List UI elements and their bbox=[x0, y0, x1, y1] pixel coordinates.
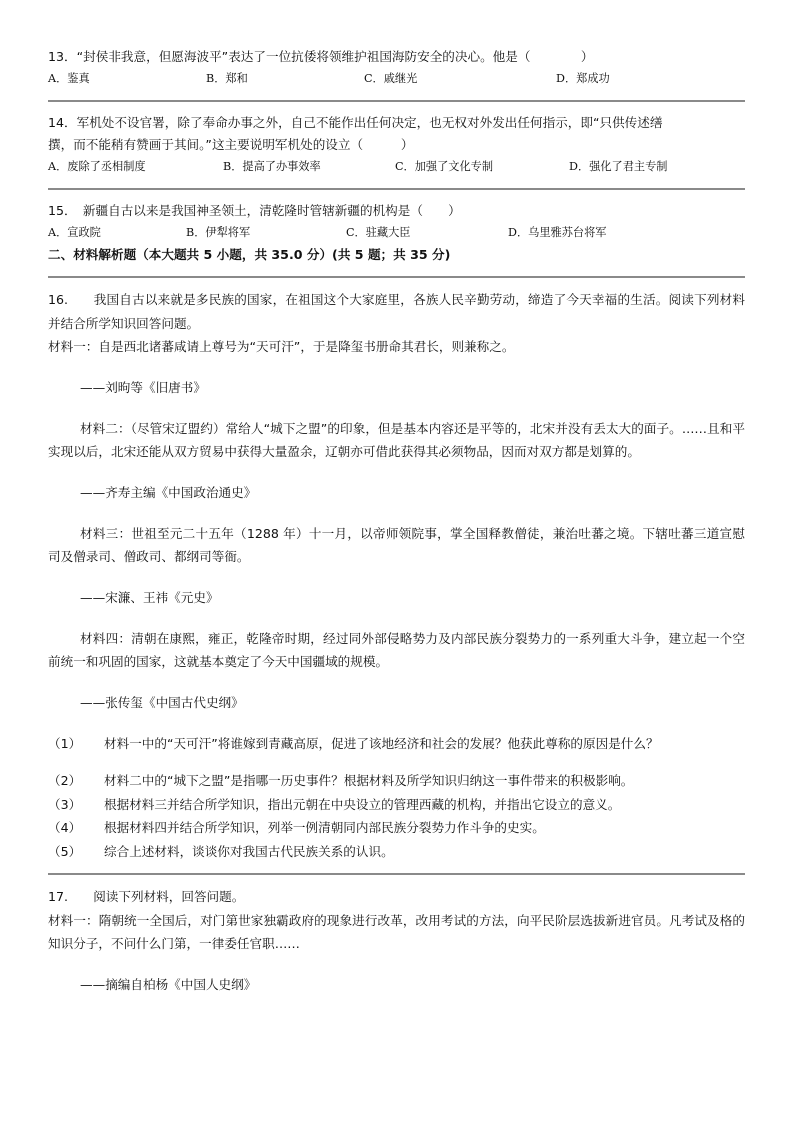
sub-question-2 bbox=[48, 769, 745, 793]
option-b[interactable]: B．郑和 bbox=[206, 72, 248, 85]
question-14-stem-line2: 撰，而不能稍有赞画于其间。”这主要说明军机处的设立（ ） bbox=[48, 137, 414, 152]
divider bbox=[48, 188, 745, 190]
section-title: 二、材料解析题（本大题共 5 小题，共 35.0 分）(共 5 题；共 35 分) bbox=[48, 247, 451, 262]
sub-question-number: （2） bbox=[48, 773, 82, 788]
question-13 bbox=[48, 46, 745, 90]
sub-question-number: （1） bbox=[48, 735, 82, 751]
option-a[interactable]: A．宣政院 bbox=[48, 226, 101, 239]
spacer bbox=[48, 755, 745, 769]
divider bbox=[48, 100, 745, 102]
question-14-stem-line1: 14．军机处不设官署，除了奉命办事之外，自己不能作出任何决定，也无权对外发出任何指示，即“只供传述缮 bbox=[48, 115, 663, 130]
sub-question-text: 综合上述材料，谈谈你对我国古代民族关系的认识。 bbox=[104, 843, 394, 859]
option-c[interactable]: C．加强了文化专制 bbox=[395, 160, 494, 173]
sub-question-3 bbox=[48, 793, 745, 817]
sub-question-text: 根据材料三并结合所学知识，指出元朝在中央设立的管理西藏的机构，并指出它设立的意义。 bbox=[104, 796, 621, 812]
sub-question-1 bbox=[48, 732, 745, 756]
material-1: 材料一：自是西北诸蕃咸请上尊号为“天可汗”，于是降玺书册命其君长，则兼称之。 bbox=[48, 339, 515, 354]
sub-question-text: 根据材料四并结合所学知识，列举一例清朝同内部民族分裂势力作斗争的史实。 bbox=[104, 820, 545, 835]
question-15-options bbox=[48, 222, 745, 244]
question-13-stem: 13．“封侯非我意，但愿海波平”表达了一位抗倭将领维护祖国海防安全的决心。他是（ ） bbox=[48, 49, 594, 64]
material-3: 材料三：世祖至元二十五年（1288 年）十一月，以帝师领院事，掌全国释教僧徒，兼治吐蕃之境。下辖吐蕃三道宣慰司及僧录司、僧政司、都纲司等衙。 bbox=[48, 525, 745, 564]
sub-question-number: （5） bbox=[48, 843, 82, 859]
question-14-options bbox=[48, 156, 745, 178]
sub-question-text: 材料一中的“天可汗”将谁嫁到青藏高原，促进了该地经济和社会的发展？他获此尊称的原因是什么？ bbox=[104, 735, 659, 751]
option-c[interactable]: C．驻藏大臣 bbox=[346, 226, 411, 239]
question-13-options bbox=[48, 68, 745, 90]
sub-question-text: 材料二中的“城下之盟”是指哪一历史事件？根据材料及所学知识归纳这一事件带来的积极影响。 bbox=[104, 773, 634, 788]
material-1-source: ——刘昫等《旧唐书》 bbox=[80, 379, 206, 395]
question-17-intro: 17. 阅读下列材料，回答问题。 bbox=[48, 889, 245, 904]
sub-question-number: （3） bbox=[48, 796, 82, 812]
material-4: 材料四：清朝在康熙，雍正，乾隆帝时期，经过同外部侵略势力及内部民族分裂势力的一系列重大斗争，建立起一个空前统一和巩固的国家，这就基本奠定了今天中国疆域的规模。 bbox=[48, 630, 745, 669]
sub-question-4 bbox=[48, 816, 745, 840]
option-d[interactable]: D．强化了君主专制 bbox=[569, 160, 668, 173]
question-14 bbox=[48, 112, 745, 178]
question-15-stem: 15． 新疆自古以来是我国神圣领土，清乾隆时管辖新疆的机构是（ ） bbox=[48, 203, 461, 218]
question-15 bbox=[48, 200, 745, 244]
option-a[interactable]: A．废除了丞相制度 bbox=[48, 160, 146, 173]
material-1-source: ——摘编自柏杨《中国人史纲》 bbox=[80, 976, 257, 992]
sub-question-5 bbox=[48, 840, 745, 864]
material-4-source: ——张传玺《中国古代史纲》 bbox=[80, 694, 244, 710]
sub-question-number: （4） bbox=[48, 820, 82, 835]
divider bbox=[48, 873, 745, 875]
option-d[interactable]: D．郑成功 bbox=[556, 72, 610, 85]
material-2: 材料二：（尽管宋辽盟约）常给人“城下之盟”的印象，但是基本内容还是平等的，北宋并没有丢太大的面子。……且和平实现以后，北宋还能从双方贸易中获得大量盈余，辽朝亦可借此获得其必须物品，因而对双方都是划算的。 bbox=[48, 420, 745, 459]
question-17 bbox=[48, 885, 745, 996]
exam-page bbox=[48, 46, 745, 1014]
option-c[interactable]: C．戚继光 bbox=[364, 72, 418, 85]
option-b[interactable]: B．提高了办事效率 bbox=[223, 160, 321, 173]
material-3-source: ——宋濂、王祎《元史》 bbox=[80, 589, 219, 605]
option-b[interactable]: B．伊犁将军 bbox=[186, 226, 251, 239]
option-d[interactable]: D．乌里雅苏台将军 bbox=[508, 226, 607, 239]
option-a[interactable]: A．鉴真 bbox=[48, 72, 90, 85]
question-16-intro: 16. 我国自古以来就是多民族的国家，在祖国这个大家庭里，各族人民辛勤劳动，缔造了今天幸福的生活。阅读下列材料并结合所学知识回答问题。 bbox=[48, 292, 745, 331]
divider bbox=[48, 276, 745, 278]
question-16 bbox=[48, 288, 745, 863]
material-2-source: ——齐寿主编《中国政治通史》 bbox=[80, 484, 257, 500]
material-1: 材料一：隋朝统一全国后，对门第世家独霸政府的现象进行改革，改用考试的方法，向平民阶层选拔新进官员。凡考试及格的知识分子，不问什么门第，一律委任官职…… bbox=[48, 912, 745, 951]
